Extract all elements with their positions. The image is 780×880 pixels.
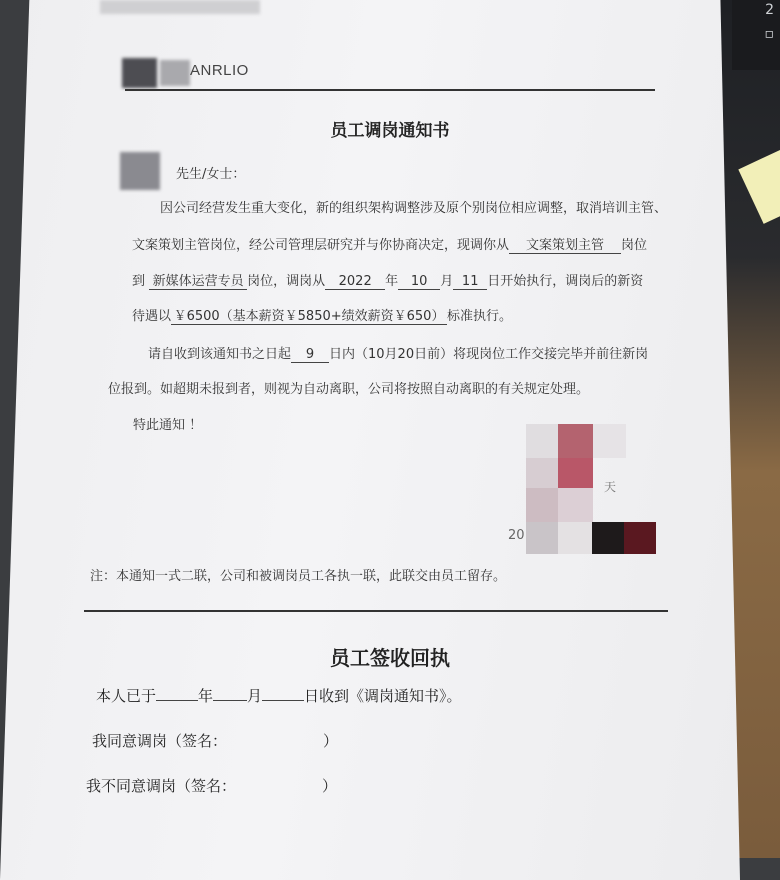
blank-day: [262, 700, 304, 701]
seal-pixel: [558, 488, 593, 522]
disagree-label: 我不同意调岗（签名：: [86, 777, 237, 795]
seal-pixel: [526, 458, 558, 488]
keyboard: [732, 0, 780, 70]
agree-label: 我同意调岗（签名：: [92, 732, 228, 750]
paragraph-line-1: 因公司经营发生重大变化，新的组织架构调整涉及原个别岗位相应调整，取消培训主管、: [160, 201, 668, 216]
blurred-header: [100, 0, 260, 14]
divider-rule: [84, 610, 668, 612]
closing: 特此通知 ！: [133, 418, 203, 433]
seal-pixel: [593, 424, 626, 458]
text: 岗位，调岗从: [247, 274, 326, 289]
text: 月: [440, 274, 454, 289]
redacted-logo: [122, 58, 157, 88]
text: 标准执行。: [447, 309, 513, 324]
to-position: 新媒体运营专员: [149, 270, 247, 290]
text: 月: [247, 687, 263, 705]
paragraph-line-6: 位报到。如超期未报到者，则视为自动离职，公司将按照自动离职的有关规定处理。: [108, 382, 590, 397]
seal-pixel: [592, 522, 624, 554]
seal-pixel: [526, 522, 558, 554]
seal-pixel: [526, 488, 558, 522]
blank-year: [156, 700, 198, 701]
paragraph-line-5: [148, 343, 648, 363]
text: 文案策划主管岗位，经公司管理层研究并与你协商决定，现调你从: [132, 238, 510, 253]
text: 年: [198, 687, 214, 705]
text: 日收到《调岗通知书》。: [304, 687, 462, 705]
text: 本人已于: [96, 687, 157, 705]
key-icon: ▫: [764, 26, 774, 42]
seal-text: 天: [604, 480, 617, 494]
start-month: 10: [398, 274, 440, 290]
text: 请自收到该通知书之日起: [148, 347, 292, 362]
paragraph-line-4: [132, 305, 512, 325]
text: ）: [323, 732, 339, 750]
text: 到: [132, 274, 146, 289]
key-label: 2: [765, 2, 774, 18]
start-year: 2022: [325, 274, 385, 290]
paragraph-line-2: [132, 234, 647, 254]
start-day: 11: [453, 274, 487, 290]
notice-title: 员工调岗通知书: [330, 121, 450, 141]
from-position: 文案策划主管: [509, 234, 621, 254]
seal-pixel: [526, 424, 558, 458]
days-value: 9: [291, 347, 329, 363]
text: 待遇以: [132, 309, 172, 324]
date-prefix: 20: [508, 528, 525, 543]
company-name: ANRLIO: [190, 62, 249, 79]
receipt-title: 员工签收回执: [330, 646, 450, 670]
redacted-logo-2: [160, 60, 190, 86]
seal-pixel: [624, 522, 656, 554]
paragraph-line-3: [132, 270, 643, 290]
seal-pixel: [558, 458, 593, 488]
text: 日开始执行，调岗后的新资: [487, 274, 644, 289]
agree-line: [92, 730, 338, 751]
redacted-name: [120, 152, 160, 190]
seal-pixel: [558, 522, 593, 554]
seal-pixel: [558, 424, 593, 458]
salary-value: ￥6500（基本薪资￥5850+绩效薪资￥650）: [171, 305, 447, 325]
header-rule: [125, 89, 655, 91]
disagree-line: [86, 775, 337, 796]
text: 日内（10月20日前）将现岗位工作交接完毕并前往新岗: [329, 347, 649, 362]
text: ）: [322, 777, 338, 795]
text: 年: [385, 274, 399, 289]
salutation: 先生/女士：: [176, 167, 246, 182]
receipt-line-1: [96, 685, 462, 706]
text: 岗位: [621, 238, 648, 253]
note: 注：本通知一式二联，公司和被调岗员工各执一联，此联交由员工留存。: [90, 569, 507, 584]
blank-month: [213, 700, 247, 701]
